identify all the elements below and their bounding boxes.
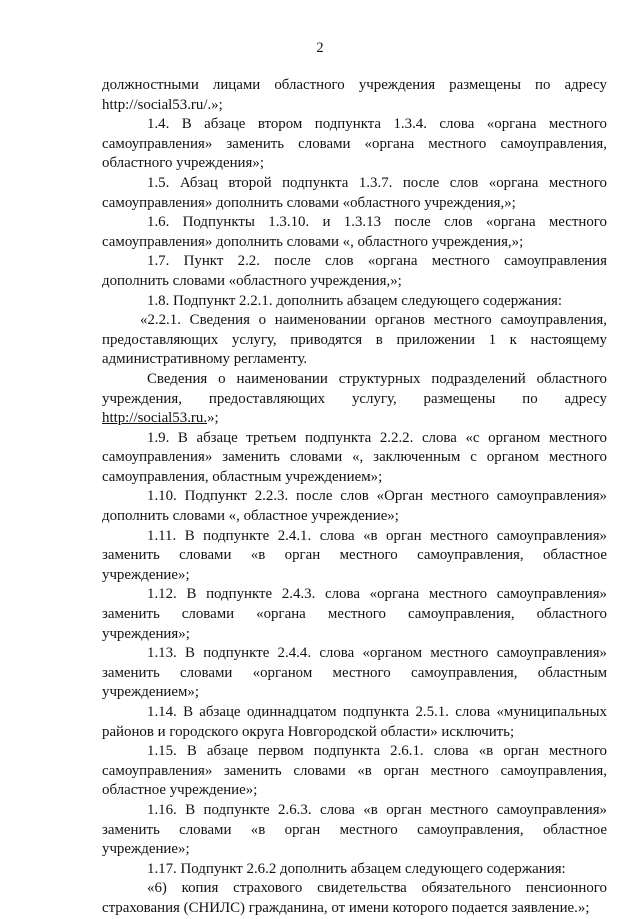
text-line: 1.5. Абзац второй подпункта 1.3.7. после слов «органа местного xyxy=(147,174,607,191)
text-line: учреждение»; xyxy=(102,566,190,583)
text-line: 1.14. В абзаце одиннадцатом подпункта 2.5.1. слова «муниципальных xyxy=(147,704,607,720)
text-line: административному регламенту. xyxy=(102,351,308,368)
text-line: 1.11. В подпункте 2.4.1. слова «в орган местного самоуправления» xyxy=(147,527,607,544)
text-line: самоуправления, областным учреждением»; xyxy=(102,468,383,485)
text-line: 1.6. Подпункты 1.3.10. и 1.3.13 после слов «органа местного xyxy=(147,214,607,231)
url-link[interactable]: http://social53.ru. xyxy=(102,410,208,427)
text-line: предоставляющих услугу, приводятся в приложении 1 к настоящему xyxy=(102,331,607,348)
text-line: самоуправления» дополнить словами «областного учреждения,»; xyxy=(102,194,516,211)
text-line: областного учреждения»; xyxy=(102,155,264,172)
text-line: заменить словами «органом местного самоуправления, областным xyxy=(102,664,607,681)
text-line: дополнить словами «областного учреждения,»; xyxy=(102,272,402,289)
text-line: страхования (СНИЛС) гражданина, от имени которого подается заявление.»; xyxy=(102,899,590,916)
text-line: 1.4. В абзаце втором подпункта 1.3.4. слова «органа местного xyxy=(147,116,607,133)
text-line: должностными лицами областного учреждения размещены по адресу xyxy=(102,77,607,93)
text-line: самоуправления» дополнить словами «, областного учреждения,»; xyxy=(102,233,524,250)
text-line: 1.12. В подпункте 2.4.3. слова «органа местного самоуправления» xyxy=(147,586,607,603)
text-line: заменить словами «в орган местного самоуправления, областное xyxy=(102,547,607,564)
text-line: 1.17. Подпункт 2.6.2 дополнить абзацем следующего содержания: xyxy=(147,860,566,877)
link-text[interactable] xyxy=(102,409,607,429)
document-body xyxy=(102,76,607,919)
text-line: дополнить словами «, областное учреждение»; xyxy=(102,508,399,525)
text-line: 1.7. Пункт 2.2. после слов «органа местного самоуправления xyxy=(147,253,607,270)
text-line: самоуправления» заменить словами «органа местного самоуправления, xyxy=(102,135,607,152)
text-line: учреждением»; xyxy=(102,684,200,701)
text-line: учреждение»; xyxy=(102,841,190,858)
text-line: областное учреждение»; xyxy=(102,782,258,799)
text-line: 1.9. В абзаце третьем подпункта 2.2.2. слова «с органом местного xyxy=(147,429,607,446)
text-line: учреждения»; xyxy=(102,625,190,642)
text-line: «6) копия страхового свидетельства обязательного пенсионного xyxy=(147,880,607,897)
text-line: 1.15. В абзаце первом подпункта 2.6.1. слова «в орган местного xyxy=(147,743,607,760)
page-number: 2 xyxy=(316,40,324,56)
text-line: 1.8. Подпункт 2.2.1. дополнить абзацем следующего содержания: xyxy=(147,292,562,309)
text-line: Сведения о наименовании структурных подразделений областного xyxy=(147,370,607,387)
text-line: районов и городского округа Новгородской области» исключить; xyxy=(102,723,515,740)
url-suffix: »; xyxy=(207,410,219,427)
text-line: самоуправления» заменить словами «, заключенным с органом местного xyxy=(102,449,607,466)
text-line: 1.16. В подпункте 2.6.3. слова «в орган местного самоуправления» xyxy=(147,801,607,818)
text-line: самоуправления» заменить словами «в орган местного самоуправления, xyxy=(102,762,607,779)
text-line: учреждения, предоставляющих услугу, размещены по адресу xyxy=(102,390,607,407)
text-line: http://social53.ru/.»; xyxy=(102,96,223,113)
text-line: 1.13. В подпункте 2.4.4. слова «органом местного самоуправления» xyxy=(147,645,607,662)
text-line: «2.2.1. Сведения о наименовании органов местного самоуправления, xyxy=(140,312,607,329)
text-line: заменить словами «органа местного самоуправления, областного xyxy=(102,606,607,623)
text-line: 1.10. Подпункт 2.2.3. после слов «Орган местного самоуправления» xyxy=(147,488,607,505)
text-line: заменить словами «в орган местного самоуправления, областное xyxy=(102,821,607,838)
